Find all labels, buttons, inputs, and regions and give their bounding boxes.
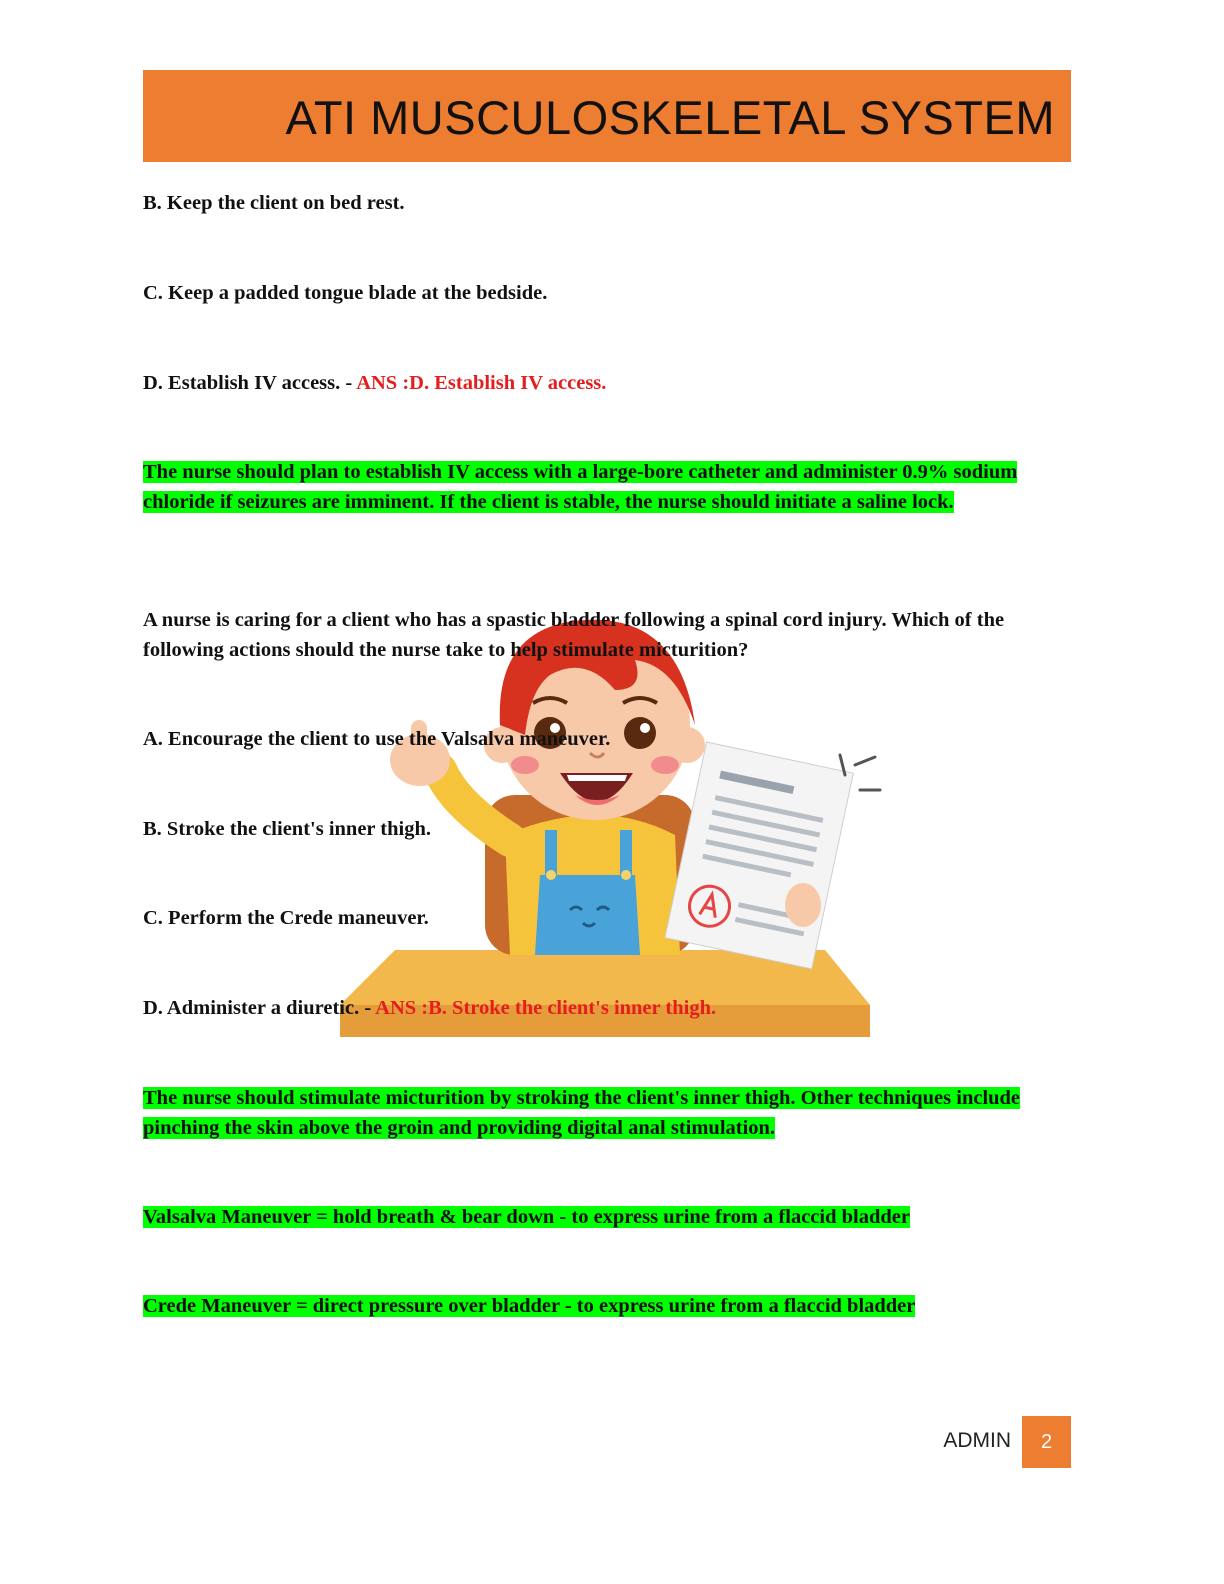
q2-answer: ANS :B. Stroke the client's inner thigh. xyxy=(375,997,717,1019)
q2-note-crede xyxy=(143,1292,1073,1322)
q1-answer: ANS :D. Establish IV access. xyxy=(356,372,607,394)
footer-label: ADMIN xyxy=(943,1429,1011,1452)
q1-option-b: B. Keep the client on bed rest. xyxy=(143,192,405,214)
q1-option-d-text: D. Establish IV access. - xyxy=(143,372,357,394)
q2-option-d-text: D. Administer a diuretic. - xyxy=(143,997,376,1019)
q2-note-crede-text: Crede Maneuver = direct pressure over bladder - to express urine from a flaccid bladder xyxy=(143,1295,916,1317)
q2-option-a: A. Encourage the client to use the Valsalva maneuver. xyxy=(143,728,611,750)
q2-rationale-text: The nurse should stimulate micturition by stroking the client's inner thigh. Other techniques include pinching the skin above the groin and providing digital anal stimulation. xyxy=(143,1087,1021,1139)
q2-option-c: C. Perform the Crede maneuver. xyxy=(143,907,429,929)
page-number: 2 xyxy=(1022,1416,1071,1468)
q2-rationale xyxy=(143,1084,1023,1143)
q2-stem: A nurse is caring for a client who has a spastic bladder following a spinal cord injury. Which of the following actions should the nurse take to help stimulate micturition? xyxy=(143,609,1005,661)
q1-rationale-text: The nurse should plan to establish IV access with a large-bore catheter and administer 0.9% sodium chloride if seizures are imminent. If the client is stable, the nurse should initiate a saline lock. xyxy=(143,461,1018,513)
q1-option-d xyxy=(143,369,1073,399)
q2-note-valsalva xyxy=(143,1203,1073,1233)
header-bar xyxy=(143,70,1071,162)
q2-note-valsalva-text: Valsalva Maneuver = hold breath & bear down - to express urine from a flaccid bladder xyxy=(143,1206,910,1228)
page-title: ATI MUSCULOSKELETAL SYSTEM xyxy=(285,91,1055,144)
q1-rationale xyxy=(143,458,1038,517)
q2-option-b: B. Stroke the client's inner thigh. xyxy=(143,818,431,840)
q1-option-c: C. Keep a padded tongue blade at the bedside. xyxy=(143,282,548,304)
q2-option-d xyxy=(143,994,1073,1024)
